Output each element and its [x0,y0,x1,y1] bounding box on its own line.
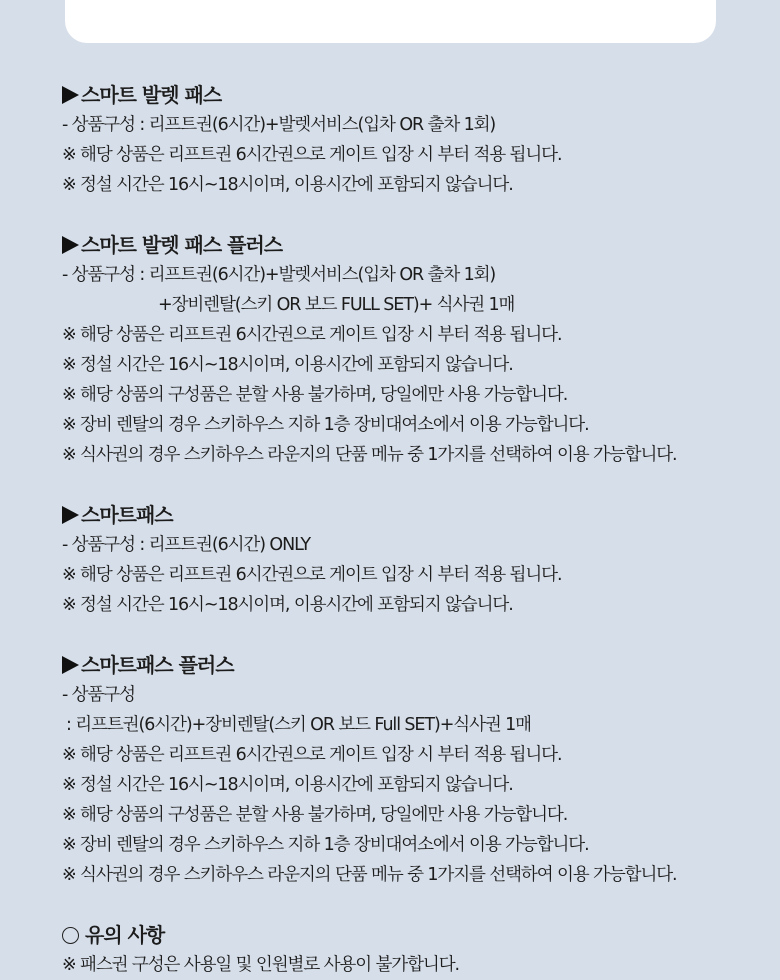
top-white-card [65,0,716,43]
section-heading [62,920,778,950]
notice-line: ※ 패스권 구성은 사용일 및 인원별로 사용이 불가합니다. [62,955,459,975]
section-heading [62,650,778,680]
section-smart-pass [62,500,778,620]
notice-line: ※ 정설 시간은 16시~18시이며, 이용시간에 포함되지 않습니다. [62,175,513,195]
section-heading [62,230,778,260]
product-composition-continued: : 리프트권(6시간)+장비렌탈(스키 OR 보드 Full SET)+식사권 1매 [66,715,531,735]
notice-line: ※ 정설 시간은 16시~18시이며, 이용시간에 포함되지 않습니다. [62,775,513,795]
triangle-right-icon [62,656,79,674]
section-smart-valet-pass-plus [62,230,778,470]
section-smart-pass-plus [62,650,778,890]
product-composition-line: - 상품구성 : 리프트권(6시간) ONLY [62,535,310,555]
triangle-right-icon [62,86,79,104]
triangle-right-icon [62,236,79,254]
product-notice-content [62,80,778,980]
product-composition-line: - 상품구성 [62,685,135,705]
notice-line: ※ 해당 상품은 리프트권 6시간권으로 게이트 입장 시 부터 적용 됩니다. [62,565,562,585]
section-title: 스마트패스 플러스 [81,653,234,677]
section-title: 스마트패스 [81,503,173,527]
section-smart-valet-pass [62,80,778,200]
product-composition-line: - 상품구성 : 리프트권(6시간)+발렛서비스(입차 OR 출차 1회) [62,265,496,285]
section-title: 스마트 발렛 패스 플러스 [81,233,283,257]
notice-line: ※ 식사권의 경우 스키하우스 라운지의 단품 메뉴 중 1가지를 선택하여 이용 가능합니다. [62,865,677,885]
notice-line: ※ 장비 렌탈의 경우 스키하우스 지하 1층 장비대여소에서 이용 가능합니다. [62,835,589,855]
section-heading [62,80,778,110]
notice-line: ※ 해당 상품의 구성품은 분할 사용 불가하며, 당일에만 사용 가능합니다. [62,385,568,405]
notice-line: ※ 해당 상품은 리프트권 6시간권으로 게이트 입장 시 부터 적용 됩니다. [62,745,562,765]
notice-line: ※ 해당 상품은 리프트권 6시간권으로 게이트 입장 시 부터 적용 됩니다. [62,325,562,345]
product-composition-line: - 상품구성 : 리프트권(6시간)+발렛서비스(입차 OR 출차 1회) [62,115,496,135]
notice-line: ※ 식사권의 경우 스키하우스 라운지의 단품 메뉴 중 1가지를 선택하여 이용 가능합니다. [62,445,677,465]
product-composition-continued: +장비렌탈(스키 OR 보드 FULL SET)+ 식사권 1매 [158,295,515,315]
notice-line: ※ 해당 상품의 구성품은 분할 사용 불가하며, 당일에만 사용 가능합니다. [62,805,568,825]
section-title: 유의 사항 [85,923,165,947]
section-precautions [62,920,778,980]
section-heading [62,500,778,530]
notice-line: ※ 정설 시간은 16시~18시이며, 이용시간에 포함되지 않습니다. [62,355,513,375]
circle-icon [62,927,79,944]
notice-line: ※ 정설 시간은 16시~18시이며, 이용시간에 포함되지 않습니다. [62,595,513,615]
triangle-right-icon [62,506,79,524]
notice-line: ※ 해당 상품은 리프트권 6시간권으로 게이트 입장 시 부터 적용 됩니다. [62,145,562,165]
notice-line: ※ 장비 렌탈의 경우 스키하우스 지하 1층 장비대여소에서 이용 가능합니다. [62,415,589,435]
section-title: 스마트 발렛 패스 [81,83,222,107]
